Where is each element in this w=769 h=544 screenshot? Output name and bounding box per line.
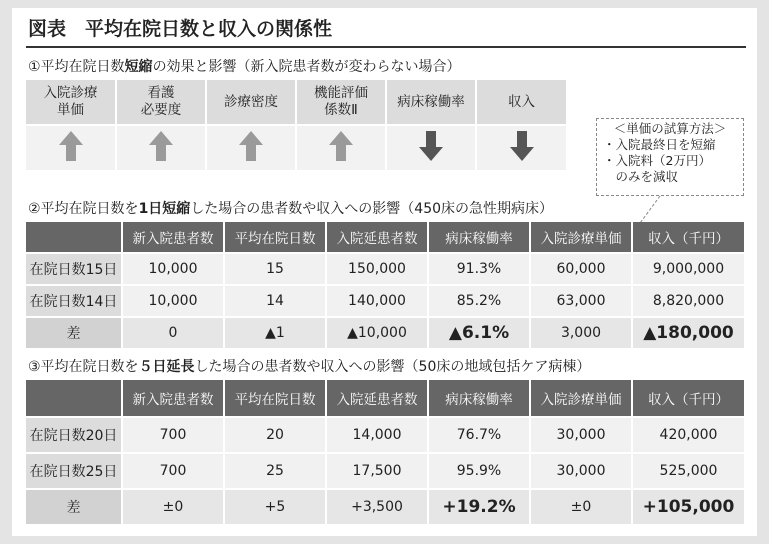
table-cell: 60,000 xyxy=(530,253,632,285)
table-cell: 150,000 xyxy=(326,253,428,285)
header-line: 係数Ⅱ xyxy=(324,102,358,118)
table-cell: +19.2% xyxy=(428,489,530,524)
row-label: 在院日数14日 xyxy=(26,285,122,317)
table-cell: +5 xyxy=(224,489,326,524)
table-cell: 3,000 xyxy=(530,317,632,348)
difference-row xyxy=(26,489,744,524)
table-cell: 420,000 xyxy=(632,417,744,453)
table-cell: 10,000 xyxy=(122,285,224,317)
table-row xyxy=(26,253,744,285)
table-cell: 0 xyxy=(122,317,224,348)
table-cell: 30,000 xyxy=(530,453,632,489)
figure-panel xyxy=(12,8,757,536)
row-label: 在院日数15日 xyxy=(26,253,122,285)
table-cell: 15 xyxy=(224,253,326,285)
column-header: 新入院患者数 xyxy=(122,380,224,417)
table-cell: 91.3% xyxy=(428,253,530,285)
acute-ward-table xyxy=(26,222,744,348)
section-3-heading xyxy=(28,356,590,376)
table-cell: +3,500 xyxy=(326,489,428,524)
header-line: 機能評価 xyxy=(314,85,368,101)
section-1-heading-pre: ①平均在院日数 xyxy=(28,59,125,75)
row-label: 在院日数20日 xyxy=(26,417,122,453)
column-header: 入院診療単価 xyxy=(530,222,632,253)
column-header: 病床稼働率 xyxy=(428,380,530,417)
column-header: 入院延患者数 xyxy=(326,380,428,417)
table-cell: ▲10,000 xyxy=(326,317,428,348)
table-row xyxy=(26,285,744,317)
table-cell: 17,500 xyxy=(326,453,428,489)
table-cell: ±0 xyxy=(530,489,632,524)
header-line: 病床稼働率 xyxy=(397,93,465,110)
table-cell: 525,000 xyxy=(632,453,744,489)
table-cell: 14,000 xyxy=(326,417,428,453)
header-line: 入院診療 xyxy=(43,85,98,101)
figure-title: 図表 平均在院日数と収入の関係性 xyxy=(28,18,333,40)
column-header: 新入院患者数 xyxy=(122,222,224,253)
column-header: 入院延患者数 xyxy=(326,222,428,253)
header-line: 看護 xyxy=(147,85,175,101)
table-cell: 76.7% xyxy=(428,417,530,453)
table-cell: 85.2% xyxy=(428,285,530,317)
table-cell: 63,000 xyxy=(530,285,632,317)
table-cell: 14 xyxy=(224,285,326,317)
table-cell: 9,000,000 xyxy=(632,253,744,285)
table-cell: ±0 xyxy=(122,489,224,524)
section-2-heading-post: した場合の患者数や収入への影響（450床の急性期病床） xyxy=(190,201,554,217)
table-cell: 700 xyxy=(122,417,224,453)
corner-cell xyxy=(26,380,122,417)
table-cell: 95.9% xyxy=(428,453,530,489)
corner-cell xyxy=(26,222,122,253)
note-title: ＜単価の試算方法＞ xyxy=(613,121,727,136)
column-header: 病床稼働率 xyxy=(428,222,530,253)
table-cell: 30,000 xyxy=(530,417,632,453)
section-1-heading-post: の効果と影響（新入院患者数が変わらない場合） xyxy=(152,59,461,75)
column-header: 入院診療単価 xyxy=(530,380,632,417)
header-line: 収入 xyxy=(508,93,535,110)
section-3-heading-post: した場合の患者数や収入への影響（50床の地域包括ケア病棟） xyxy=(194,359,591,375)
row-label: 差 xyxy=(26,317,122,348)
difference-row xyxy=(26,317,744,348)
section-2-heading-pre: ②平均在院日数を xyxy=(28,201,139,217)
note-line: ・入院料（2万円） xyxy=(603,153,711,168)
table-cell: ▲180,000 xyxy=(632,317,744,348)
section-3-heading-pre: ③平均在院日数を xyxy=(28,359,139,375)
header-line: 単価 xyxy=(57,102,84,118)
row-label: 差 xyxy=(26,489,122,524)
community-ward-table xyxy=(26,380,744,524)
column-header: 収入（千円） xyxy=(632,380,744,417)
table-cell: 140,000 xyxy=(326,285,428,317)
header-line: 必要度 xyxy=(140,102,182,118)
note-line: ・入院最終日を短縮 xyxy=(603,137,716,152)
section-1-heading-bold: 短縮 xyxy=(124,59,153,75)
table-cell: ▲6.1% xyxy=(428,317,530,348)
column-header: 平均在院日数 xyxy=(224,222,326,253)
row-label: 在院日数25日 xyxy=(26,453,122,489)
table-row xyxy=(26,417,744,453)
column-header: 平均在院日数 xyxy=(224,380,326,417)
column-header: 収入（千円） xyxy=(632,222,744,253)
table-cell: +105,000 xyxy=(632,489,744,524)
section-3-heading-bold: ５日延長 xyxy=(138,359,195,375)
table-cell: 25 xyxy=(224,453,326,489)
table-row xyxy=(26,453,744,489)
table-cell: ▲1 xyxy=(224,317,326,348)
table-cell: 700 xyxy=(122,453,224,489)
table-cell: 20 xyxy=(224,417,326,453)
note-line: のみを減収 xyxy=(603,169,679,184)
section-2-heading xyxy=(28,198,553,218)
section-2-heading-bold: 1日短縮 xyxy=(138,201,191,217)
table-cell: 8,820,000 xyxy=(632,285,744,317)
table-cell: 10,000 xyxy=(122,253,224,285)
header-line: 診療密度 xyxy=(224,93,278,110)
